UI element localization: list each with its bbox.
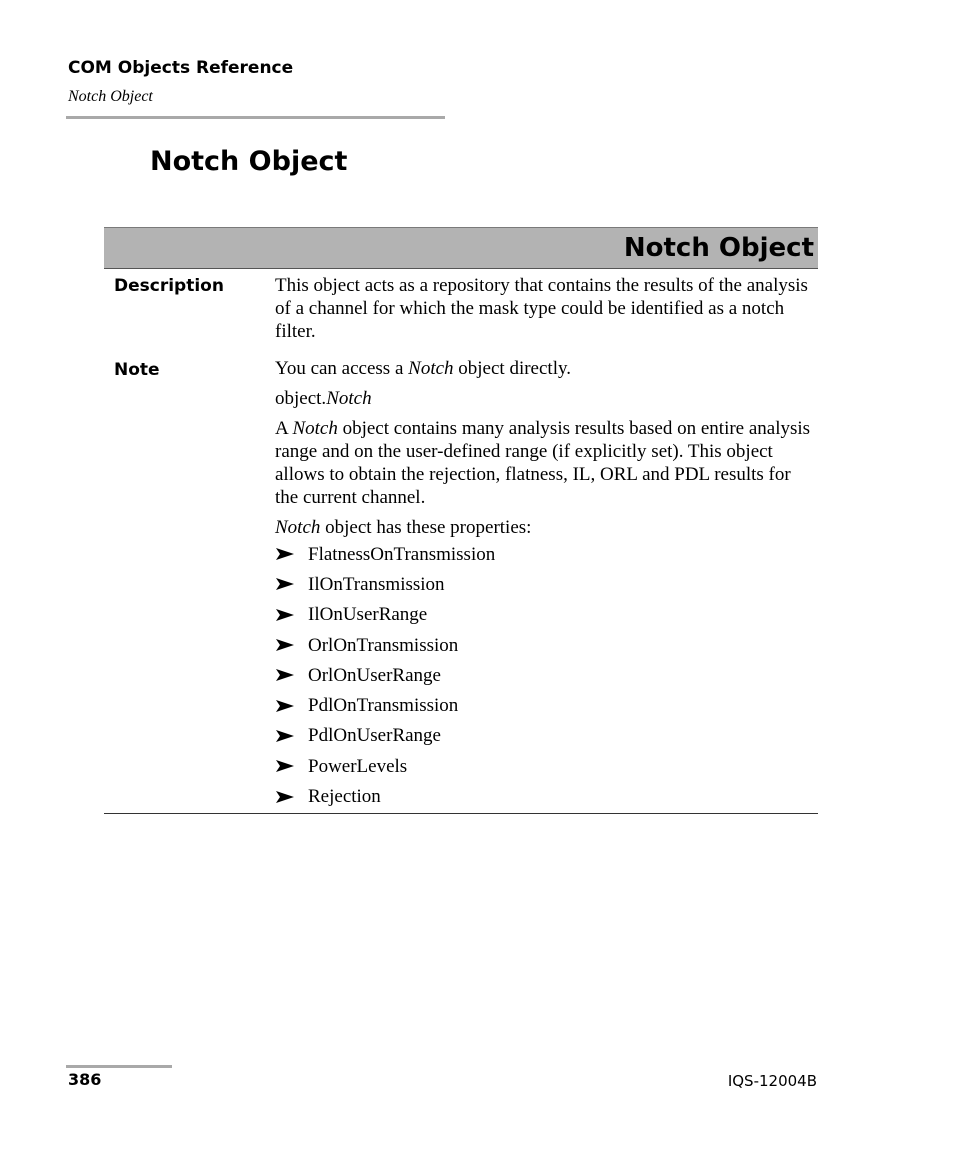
- arrowhead-bullet-icon: [275, 577, 295, 591]
- arrowhead-bullet-icon: [275, 608, 295, 622]
- arrowhead-bullet-icon: [275, 668, 295, 682]
- running-header-title: COM Objects Reference: [68, 58, 294, 78]
- property-item: [275, 751, 818, 781]
- note-label: Note: [114, 360, 160, 380]
- note-paragraph-3: [275, 417, 818, 509]
- description-row: [104, 269, 818, 343]
- property-item: [275, 539, 818, 569]
- description-text: This object acts as a repository that contains the results of the analysis of a channel for which the mask type could be identified as a notch filter.: [275, 275, 808, 342]
- note-p3-italic: Notch: [292, 418, 338, 439]
- note-paragraph-2: [275, 387, 818, 410]
- document-id: IQS-12004B: [727, 1072, 817, 1090]
- arrowhead-bullet-icon: [275, 790, 295, 804]
- footer-rule: [66, 1065, 172, 1068]
- table-header-title: Notch Object: [623, 233, 814, 263]
- arrowhead-bullet-icon: [275, 699, 295, 713]
- property-name: FlatnessOnTransmission: [308, 543, 496, 565]
- properties-list: [275, 539, 818, 812]
- note-paragraph-4: [275, 516, 818, 539]
- property-item: [275, 630, 818, 660]
- table-bottom-rule: [104, 813, 818, 814]
- property-item: [275, 569, 818, 599]
- page-number: 386: [68, 1070, 102, 1089]
- property-item: [275, 721, 818, 751]
- note-row: [104, 343, 818, 812]
- running-header: [68, 58, 293, 107]
- note-p1-text: You can access a: [275, 358, 409, 379]
- property-name: PowerLevels: [308, 755, 408, 777]
- arrowhead-bullet-icon: [275, 729, 295, 743]
- table-header: [104, 227, 818, 269]
- property-item: [275, 690, 818, 720]
- note-p3-text-after: object contains many analysis results based on entire analysis range and on the user-defined range (if explicitly set). This object allows to obtain the rejection, flatness, IL, ORL and PDL results for the current channel.: [275, 418, 811, 508]
- property-name: Rejection: [308, 786, 381, 808]
- note-p2-italic: Notch: [326, 388, 372, 409]
- note-body: [275, 357, 818, 812]
- arrowhead-bullet-icon: [275, 638, 295, 652]
- property-name: PdlOnUserRange: [308, 725, 441, 747]
- description-body: [275, 274, 818, 343]
- running-header-subtitle: Notch Object: [68, 88, 153, 105]
- object-table: [104, 227, 818, 814]
- property-item: [275, 600, 818, 630]
- property-name: IlOnUserRange: [308, 604, 428, 626]
- note-p2-text: object.: [275, 388, 327, 409]
- property-item: [275, 660, 818, 690]
- property-name: OrlOnTransmission: [308, 634, 459, 656]
- property-name: IlOnTransmission: [308, 573, 445, 595]
- note-p3-text: A: [275, 418, 293, 439]
- arrowhead-bullet-icon: [275, 759, 295, 773]
- note-p4-italic: Notch: [275, 517, 321, 538]
- page-title: Notch Object: [150, 146, 348, 177]
- property-name: OrlOnUserRange: [308, 664, 441, 686]
- header-rule: [66, 116, 445, 119]
- property-name: PdlOnTransmission: [308, 695, 459, 717]
- note-p1-italic: Notch: [408, 358, 454, 379]
- note-p4-text: object has these properties:: [320, 517, 532, 538]
- note-paragraph-1: [275, 357, 818, 380]
- description-label: Description: [114, 276, 224, 296]
- note-p1-text-after: object directly.: [453, 358, 572, 379]
- arrowhead-bullet-icon: [275, 547, 295, 561]
- property-item: [275, 781, 818, 811]
